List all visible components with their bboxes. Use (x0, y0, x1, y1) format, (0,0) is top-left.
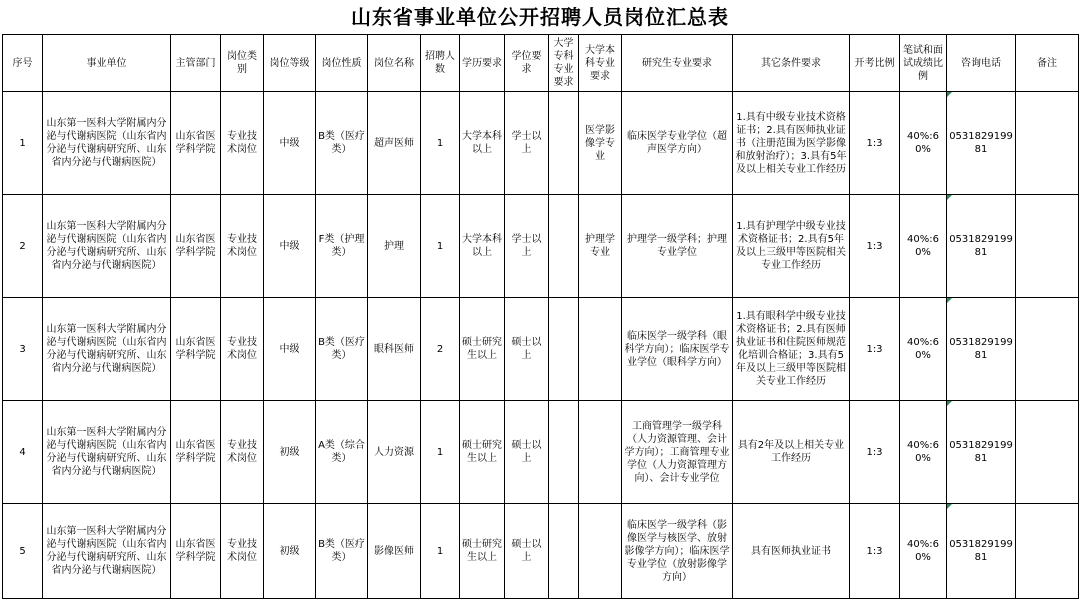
cell-ratio: 1:3 (850, 195, 900, 298)
cell-remark (1016, 92, 1079, 195)
cell-name: 影像医师 (368, 504, 421, 599)
cell-no: 1 (3, 92, 43, 195)
cell-other: 1.具有中级专业技术资格证书；2.具有医师执业证书（注册范围为医学影像和放射治疗）；3.具有5年及以上相关专业工作经历 (733, 92, 850, 195)
page-title: 山东省事业单位公开招聘人员岗位汇总表 (351, 5, 729, 29)
column-header: 岗位名称 (368, 35, 421, 92)
cell-bachelor-major (579, 298, 622, 401)
cell-nature: F类（护理类） (316, 195, 368, 298)
cell-nature: A类（综合类） (316, 401, 368, 504)
cell-level: 中级 (264, 298, 316, 401)
cell-other: 1.具有眼科学中级专业技术资格证书；2.具有医师执业证书和住院医师规范化培训合格证；3.具有5年及以上三级甲等医院相关专业工作经历 (733, 298, 850, 401)
cell-score-ratio: 40%:60% (900, 92, 947, 195)
cell-remark (1016, 195, 1079, 298)
column-header: 开考比例 (850, 35, 900, 92)
cell-college-major (549, 504, 579, 599)
cell-bachelor-major: 护理学专业 (579, 195, 622, 298)
table-row (3, 401, 1079, 504)
cell-level: 初级 (264, 504, 316, 599)
cell-degree: 硕士以上 (505, 504, 549, 599)
column-header: 大学本科专业要求 (579, 35, 622, 92)
cell-phone: 053182919981 (947, 195, 1016, 298)
cell-level: 中级 (264, 92, 316, 195)
cell-edu: 硕士研究生以上 (460, 401, 505, 504)
cell-phone: 053182919981 (947, 401, 1016, 504)
cell-bachelor-major (579, 401, 622, 504)
column-header: 学位要求 (505, 35, 549, 92)
cell-category: 专业技术岗位 (221, 195, 264, 298)
cell-unit: 山东第一医科大学附属内分泌与代谢病医院（山东省内分泌与代谢病研究所、山东省内分泌与代谢病医院） (43, 195, 171, 298)
cell-category: 专业技术岗位 (221, 92, 264, 195)
cell-level: 初级 (264, 401, 316, 504)
cell-remark (1016, 504, 1079, 599)
cell-other: 具有医师执业证书 (733, 504, 850, 599)
column-header: 岗位等级 (264, 35, 316, 92)
cell-score-ratio: 40%:60% (900, 401, 947, 504)
cell-degree: 硕士以上 (505, 401, 549, 504)
cell-dept: 山东省医学科学院 (171, 298, 221, 401)
cell-category: 专业技术岗位 (221, 504, 264, 599)
column-header: 咨询电话 (947, 35, 1016, 92)
cell-ratio: 1:3 (850, 504, 900, 599)
cell-degree: 学士以上 (505, 195, 549, 298)
column-header: 招聘人数 (421, 35, 460, 92)
cell-count: 1 (421, 92, 460, 195)
column-header: 岗位类别 (221, 35, 264, 92)
cell-nature: B类（医疗类） (316, 298, 368, 401)
cell-name: 超声医师 (368, 92, 421, 195)
cell-ratio: 1:3 (850, 298, 900, 401)
cell-dept: 山东省医学科学院 (171, 401, 221, 504)
cell-phone: 053182919981 (947, 92, 1016, 195)
cell-nature: B类（医疗类） (316, 504, 368, 599)
cell-dept: 山东省医学科学院 (171, 195, 221, 298)
cell-count: 1 (421, 504, 460, 599)
cell-college-major (549, 298, 579, 401)
cell-phone: 053182919981 (947, 504, 1016, 599)
cell-other: 具有2年及以上相关专业工作经历 (733, 401, 850, 504)
cell-grad-major: 临床医学一级学科（影像医学与核医学、放射影像学方向）；临床医学专业学位（放射影像学方向） (622, 504, 733, 599)
cell-college-major (549, 195, 579, 298)
cell-name: 眼科医师 (368, 298, 421, 401)
cell-grad-major: 临床医学一级学科（眼科学方向）；临床医学专业学位（眼科学方向） (622, 298, 733, 401)
column-header: 研究生专业要求 (622, 35, 733, 92)
cell-other: 1.具有护理学中级专业技术资格证书；2.具有5年及以上三级甲等医院相关专业工作经历 (733, 195, 850, 298)
cell-count: 2 (421, 298, 460, 401)
cell-bachelor-major: 医学影像学专业 (579, 92, 622, 195)
table-row (3, 298, 1079, 401)
cell-score-ratio: 40%:60% (900, 504, 947, 599)
cell-edu: 大学本科以上 (460, 92, 505, 195)
cell-dept: 山东省医学科学院 (171, 504, 221, 599)
cell-no: 3 (3, 298, 43, 401)
column-header: 主管部门 (171, 35, 221, 92)
cell-grad-major: 护理学一级学科；护理专业学位 (622, 195, 733, 298)
cell-unit: 山东第一医科大学附属内分泌与代谢病医院（山东省内分泌与代谢病研究所、山东省内分泌与代谢病医院） (43, 92, 171, 195)
column-header: 序号 (3, 35, 43, 92)
cell-edu: 硕士研究生以上 (460, 298, 505, 401)
table-row (3, 504, 1079, 599)
cell-remark (1016, 298, 1079, 401)
column-header: 学历要求 (460, 35, 505, 92)
cell-phone: 053182919981 (947, 298, 1016, 401)
cell-no: 4 (3, 401, 43, 504)
cell-score-ratio: 40%:60% (900, 298, 947, 401)
cell-no: 2 (3, 195, 43, 298)
column-header: 事业单位 (43, 35, 171, 92)
cell-unit: 山东第一医科大学附属内分泌与代谢病医院（山东省内分泌与代谢病研究所、山东省内分泌与代谢病医院） (43, 504, 171, 599)
cell-college-major (549, 92, 579, 195)
cell-score-ratio: 40%:60% (900, 195, 947, 298)
cell-ratio: 1:3 (850, 92, 900, 195)
cell-ratio: 1:3 (850, 401, 900, 504)
cell-degree: 硕士以上 (505, 298, 549, 401)
cell-category: 专业技术岗位 (221, 401, 264, 504)
column-header: 笔试和面试成绩比例 (900, 35, 947, 92)
header-row (3, 35, 1079, 92)
cell-bachelor-major (579, 504, 622, 599)
cell-college-major (549, 401, 579, 504)
cell-grad-major: 临床医学专业学位（超声医学方向） (622, 92, 733, 195)
cell-remark (1016, 401, 1079, 504)
cell-edu: 硕士研究生以上 (460, 504, 505, 599)
cell-grad-major: 工商管理学一级学科（人力资源管理、会计学方向）；工商管理专业学位（人力资源管理方向）、会计专业学位 (622, 401, 733, 504)
column-header: 大学专科专业要求 (549, 35, 579, 92)
cell-no: 5 (3, 504, 43, 599)
cell-name: 护理 (368, 195, 421, 298)
cell-edu: 大学本科以上 (460, 195, 505, 298)
cell-unit: 山东第一医科大学附属内分泌与代谢病医院（山东省内分泌与代谢病研究所、山东省内分泌与代谢病医院） (43, 401, 171, 504)
cell-level: 中级 (264, 195, 316, 298)
cell-dept: 山东省医学科学院 (171, 92, 221, 195)
cell-degree: 学士以上 (505, 92, 549, 195)
cell-count: 1 (421, 195, 460, 298)
cell-name: 人力资源 (368, 401, 421, 504)
table-row (3, 92, 1079, 195)
table-row (3, 195, 1079, 298)
cell-nature: B类（医疗类） (316, 92, 368, 195)
recruitment-table (2, 34, 1079, 599)
column-header: 岗位性质 (316, 35, 368, 92)
column-header: 备注 (1016, 35, 1079, 92)
column-header: 其它条件要求 (733, 35, 850, 92)
cell-category: 专业技术岗位 (221, 298, 264, 401)
cell-count: 1 (421, 401, 460, 504)
cell-unit: 山东第一医科大学附属内分泌与代谢病医院（山东省内分泌与代谢病研究所、山东省内分泌与代谢病医院） (43, 298, 171, 401)
